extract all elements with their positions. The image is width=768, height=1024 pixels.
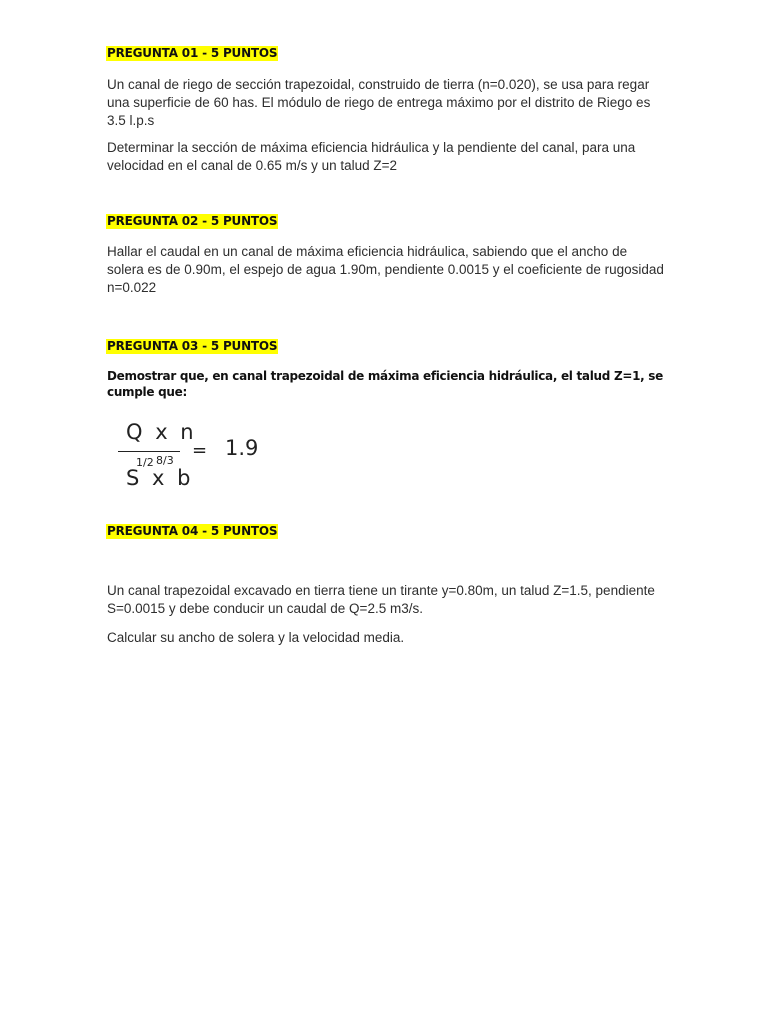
question-4-paragraph-1: Un canal trapezoidal excavado en tierra tiene un tirante y=0.80m, un talud Z=1.5, pendiente S=0.0015 y debe conducir un caudal de Q=2.5 m3/s. bbox=[107, 583, 655, 616]
question-1-paragraph-2: Determinar la sección de máxima eficiencia hidráulica y la pendiente del canal, para una velocidad en el canal de 0.65 m/s y un talud Z=2 bbox=[107, 140, 636, 173]
fraction-bar bbox=[118, 451, 180, 452]
question-2-paragraph-1: Hallar el caudal en un canal de máxima eficiencia hidráulica, sabiendo que el ancho de solera es de 0.90m, el espejo de agua 1.90m, pendiente 0.0015 y el coeficiente de rugosidad n=0.022 bbox=[107, 244, 664, 295]
question-4-paragraph-2: Calcular su ancho de solera y la velocidad media. bbox=[107, 630, 405, 645]
question-2-heading: PREGUNTA 02 - 5 PUNTOS bbox=[107, 214, 278, 228]
question-4-heading: PREGUNTA 04 - 5 PUNTOS bbox=[107, 524, 278, 538]
formula-value: 1.9 bbox=[225, 436, 259, 460]
question-3-paragraph-1: Demostrar que, en canal trapezoidal de máxima eficiencia hidráulica, el talud Z=1, se cumple que: bbox=[107, 369, 663, 399]
question-1-paragraph-1: Un canal de riego de sección trapezoidal, construido de tierra (n=0.020), se usa para regar una superficie de 60 has. El módulo de riego de entrega máximo por el distrito de Riego es 3.5 l.p.s bbox=[107, 77, 651, 128]
question-1-heading: PREGUNTA 01 - 5 PUNTOS bbox=[107, 46, 278, 60]
formula-numerator: Q x n bbox=[126, 420, 197, 444]
question-3-heading: PREGUNTA 03 - 5 PUNTOS bbox=[107, 339, 278, 353]
formula bbox=[118, 418, 268, 496]
formula-exponent-s: 1/2 bbox=[136, 456, 154, 469]
formula-equals: = bbox=[192, 440, 208, 461]
formula-denominator: S x b bbox=[126, 466, 194, 490]
formula-exponent-b: 8/3 bbox=[156, 454, 174, 467]
